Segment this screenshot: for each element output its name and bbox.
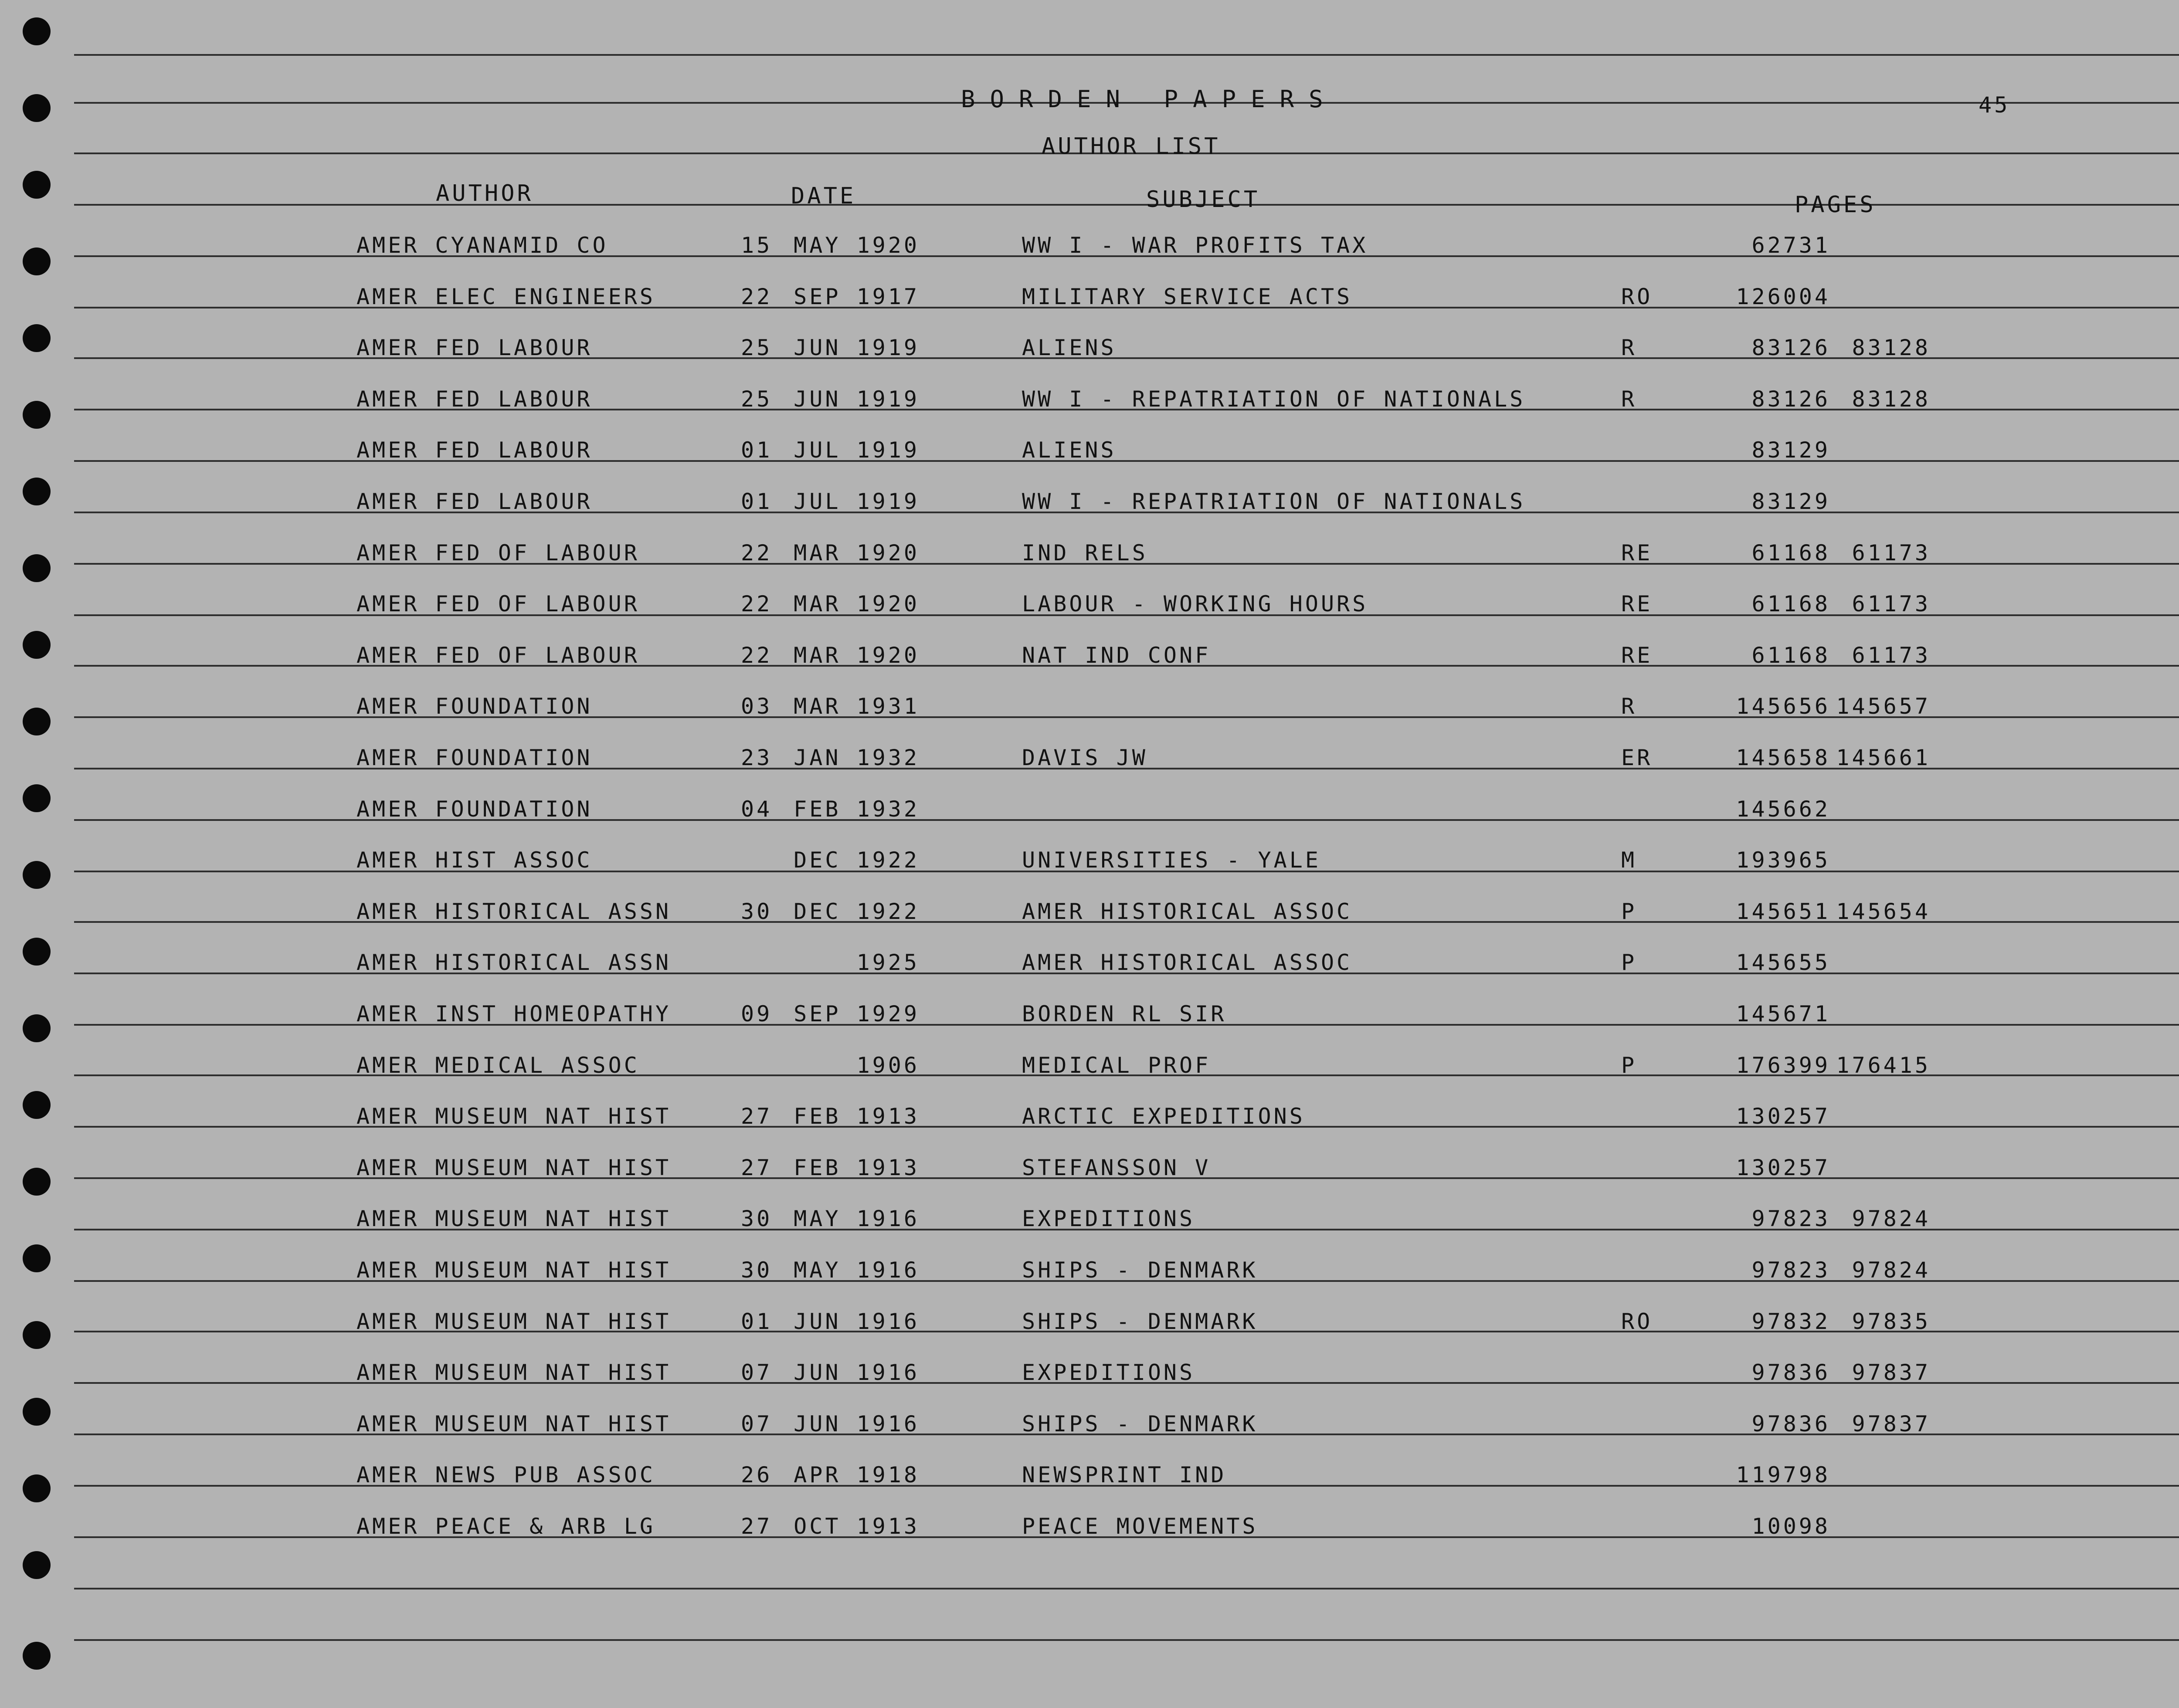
author-cell: AMER ELEC ENGINEERS (356, 284, 655, 309)
author-cell: AMER MUSEUM NAT HIST (356, 1257, 672, 1283)
page-start-cell: 83126 (1751, 335, 1830, 360)
page-start-cell: 130257 (1736, 1104, 1830, 1129)
author-cell: AMER HISTORICAL ASSN (356, 950, 672, 975)
subject-cell: NAT IND CONF (1022, 643, 1211, 668)
author-cell: AMER FED LABOUR (356, 335, 593, 360)
table-row (0, 643, 2179, 669)
code-cell: M (1621, 847, 1637, 873)
day-cell: 27 (741, 1104, 773, 1129)
subject-cell: UNIVERSITIES - YALE (1022, 847, 1321, 873)
day-cell: 04 (741, 796, 773, 822)
table-row (0, 591, 2179, 617)
table-row (0, 847, 2179, 874)
table-row (0, 1053, 2179, 1079)
month-year-cell: MAR 1931 (794, 694, 920, 719)
month-year-cell: JUN 1919 (794, 386, 920, 412)
day-cell: 22 (741, 643, 773, 668)
feed-hole (23, 1551, 51, 1579)
page-start-cell: 97836 (1751, 1360, 1830, 1385)
day-cell: 25 (741, 386, 773, 412)
day-cell: 30 (741, 899, 773, 924)
day-cell: 01 (741, 489, 773, 514)
day-cell: 22 (741, 591, 773, 617)
author-cell: AMER FED OF LABOUR (356, 643, 640, 668)
month-year-cell: APR 1918 (794, 1462, 920, 1488)
table-row (0, 540, 2179, 566)
page-end-cell: 61173 (1852, 591, 1931, 617)
code-cell: R (1621, 386, 1637, 412)
code-cell: RE (1621, 643, 1653, 668)
document-title: BORDEN PAPERS (961, 85, 1338, 113)
code-cell: R (1621, 694, 1637, 719)
author-cell: AMER MUSEUM NAT HIST (356, 1411, 672, 1437)
code-cell: RE (1621, 591, 1653, 617)
subject-cell: ARCTIC EXPEDITIONS (1022, 1104, 1305, 1129)
page-start-cell: 130257 (1736, 1155, 1830, 1180)
table-row (0, 1155, 2179, 1181)
table-row (0, 489, 2179, 515)
subject-cell: ALIENS (1022, 437, 1117, 463)
month-year-cell: 1906 (856, 1053, 920, 1078)
list-subtitle: AUTHOR LIST (1042, 133, 1221, 159)
page-end-cell: 145657 (1836, 694, 1931, 719)
table-row (0, 437, 2179, 464)
code-cell: R (1621, 335, 1637, 360)
page-end-cell: 145654 (1836, 899, 1931, 924)
subject-cell: ALIENS (1022, 335, 1117, 360)
author-cell: AMER FOUNDATION (356, 745, 593, 770)
author-cell: AMER FOUNDATION (356, 694, 593, 719)
page-number: 45 (1979, 92, 2010, 118)
day-cell: 09 (741, 1001, 773, 1027)
month-year-cell: SEP 1929 (794, 1001, 920, 1027)
table-row (0, 694, 2179, 720)
month-year-cell: FEB 1913 (794, 1155, 920, 1180)
month-year-cell: OCT 1913 (794, 1514, 920, 1539)
subject-cell: STEFANSSON V (1022, 1155, 1211, 1180)
page-start-cell: 61168 (1751, 540, 1830, 566)
page-start-cell: 145651 (1736, 899, 1830, 924)
page-start-cell: 126004 (1736, 284, 1830, 309)
table-row (0, 1462, 2179, 1488)
month-year-cell: MAR 1920 (794, 643, 920, 668)
month-year-cell: MAY 1916 (794, 1206, 920, 1231)
page-end-cell: 97835 (1852, 1309, 1931, 1334)
table-row (0, 284, 2179, 310)
month-year-cell: JAN 1932 (794, 745, 920, 770)
author-cell: AMER CYANAMID CO (356, 233, 608, 258)
table-row (0, 1001, 2179, 1027)
page-start-cell: 61168 (1751, 643, 1830, 668)
author-cell: AMER FED LABOUR (356, 489, 593, 514)
page-start-cell: 145658 (1736, 745, 1830, 770)
page-end-cell: 61173 (1852, 643, 1931, 668)
page-start-cell: 83126 (1751, 386, 1830, 412)
subject-cell: EXPEDITIONS (1022, 1206, 1195, 1231)
author-cell: AMER FED LABOUR (356, 386, 593, 412)
code-cell: RE (1621, 540, 1653, 566)
table-row (0, 386, 2179, 413)
author-cell: AMER FED OF LABOUR (356, 540, 640, 566)
subject-cell: EXPEDITIONS (1022, 1360, 1195, 1385)
day-cell: 30 (741, 1206, 773, 1231)
table-row (0, 1309, 2179, 1335)
month-year-cell: MAR 1920 (794, 540, 920, 566)
month-year-cell: MAR 1920 (794, 591, 920, 617)
code-cell: ER (1621, 745, 1653, 770)
column-header-date: DATE (791, 183, 856, 209)
table-row (0, 1360, 2179, 1386)
day-cell: 07 (741, 1411, 773, 1437)
subject-cell: WW I - REPATRIATION OF NATIONALS (1022, 489, 1526, 514)
subject-cell: AMER HISTORICAL ASSOC (1022, 950, 1353, 975)
page-end-cell: 97837 (1852, 1360, 1931, 1385)
page-start-cell: 145671 (1736, 1001, 1830, 1027)
subject-cell: LABOUR - WORKING HOURS (1022, 591, 1368, 617)
month-year-cell: JUN 1916 (794, 1360, 920, 1385)
subject-cell: WW I - WAR PROFITS TAX (1022, 233, 1368, 258)
month-year-cell: JUN 1916 (794, 1411, 920, 1437)
month-year-cell: FEB 1913 (794, 1104, 920, 1129)
rule-line (74, 1588, 2179, 1589)
page-end-cell: 83128 (1852, 386, 1931, 412)
month-year-cell: SEP 1917 (794, 284, 920, 309)
page-end-cell: 97837 (1852, 1411, 1931, 1437)
month-year-cell: JUN 1919 (794, 335, 920, 360)
feed-hole (23, 1642, 51, 1670)
author-cell: AMER FOUNDATION (356, 796, 593, 822)
day-cell: 03 (741, 694, 773, 719)
subject-cell: AMER HISTORICAL ASSOC (1022, 899, 1353, 924)
code-cell: P (1621, 950, 1637, 975)
subject-cell: PEACE MOVEMENTS (1022, 1514, 1258, 1539)
page-start-cell: 97823 (1751, 1257, 1830, 1283)
code-cell: RO (1621, 284, 1653, 309)
month-year-cell: DEC 1922 (794, 899, 920, 924)
author-cell: AMER HISTORICAL ASSN (356, 899, 672, 924)
author-cell: AMER INST HOMEOPATHY (356, 1001, 672, 1027)
page-start-cell: 97836 (1751, 1411, 1830, 1437)
page-start-cell: 83129 (1751, 489, 1830, 514)
page-end-cell: 145661 (1836, 745, 1931, 770)
day-cell: 30 (741, 1257, 773, 1283)
day-cell: 27 (741, 1155, 773, 1180)
page-end-cell: 97824 (1852, 1257, 1931, 1283)
month-year-cell: JUL 1919 (794, 437, 920, 463)
author-cell: AMER NEWS PUB ASSOC (356, 1462, 655, 1488)
subject-cell: MILITARY SERVICE ACTS (1022, 284, 1353, 309)
month-year-cell: 1925 (856, 950, 920, 975)
day-cell: 22 (741, 284, 773, 309)
subject-cell: NEWSPRINT IND (1022, 1462, 1227, 1488)
table-row (0, 335, 2179, 361)
page-start-cell: 145656 (1736, 694, 1830, 719)
month-year-cell: MAY 1920 (794, 233, 920, 258)
rule-line (74, 1639, 2179, 1641)
author-cell: AMER PEACE & ARB LG (356, 1514, 655, 1539)
table-row (0, 950, 2179, 976)
page-end-cell: 97824 (1852, 1206, 1931, 1231)
subject-cell: SHIPS - DENMARK (1022, 1257, 1258, 1283)
page-start-cell: 97823 (1751, 1206, 1830, 1231)
table-row (0, 1514, 2179, 1540)
table-row (0, 1257, 2179, 1284)
day-cell: 27 (741, 1514, 773, 1539)
column-header-subject: SUBJECT (1146, 186, 1260, 213)
code-cell: RO (1621, 1309, 1653, 1334)
day-cell: 26 (741, 1462, 773, 1488)
table-row (0, 1206, 2179, 1232)
month-year-cell: JUN 1916 (794, 1309, 920, 1334)
feed-hole (23, 17, 51, 45)
table-row (0, 796, 2179, 823)
author-cell: AMER MUSEUM NAT HIST (356, 1155, 672, 1180)
page-start-cell: 10098 (1751, 1514, 1830, 1539)
page-end-cell: 61173 (1852, 540, 1931, 566)
table-row (0, 1411, 2179, 1437)
table-row (0, 233, 2179, 259)
page-start-cell: 193965 (1736, 847, 1830, 873)
column-header-pages: PAGES (1795, 192, 1876, 218)
table-row (0, 745, 2179, 771)
feed-hole (23, 94, 51, 122)
table-row (0, 899, 2179, 925)
day-cell: 23 (741, 745, 773, 770)
day-cell: 01 (741, 1309, 773, 1334)
day-cell: 07 (741, 1360, 773, 1385)
day-cell: 15 (741, 233, 773, 258)
code-cell: P (1621, 899, 1637, 924)
page-start-cell: 97832 (1751, 1309, 1830, 1334)
code-cell: P (1621, 1053, 1637, 1078)
page-start-cell: 83129 (1751, 437, 1830, 463)
page-start-cell: 62731 (1751, 233, 1830, 258)
page-start-cell: 119798 (1736, 1462, 1830, 1488)
subject-cell: IND RELS (1022, 540, 1148, 566)
author-cell: AMER MUSEUM NAT HIST (356, 1206, 672, 1231)
author-cell: AMER MEDICAL ASSOC (356, 1053, 640, 1078)
page-end-cell: 176415 (1836, 1053, 1931, 1078)
day-cell: 01 (741, 437, 773, 463)
subject-cell: SHIPS - DENMARK (1022, 1309, 1258, 1334)
month-year-cell: MAY 1916 (794, 1257, 920, 1283)
subject-cell: BORDEN RL SIR (1022, 1001, 1227, 1027)
author-cell: AMER FED OF LABOUR (356, 591, 640, 617)
author-cell: AMER FED LABOUR (356, 437, 593, 463)
subject-cell: SHIPS - DENMARK (1022, 1411, 1258, 1437)
page-end-cell: 83128 (1852, 335, 1931, 360)
author-cell: AMER HIST ASSOC (356, 847, 593, 873)
month-year-cell: FEB 1932 (794, 796, 920, 822)
page-start-cell: 61168 (1751, 591, 1830, 617)
month-year-cell: DEC 1922 (794, 847, 920, 873)
author-cell: AMER MUSEUM NAT HIST (356, 1360, 672, 1385)
column-header-author: AUTHOR (436, 180, 533, 207)
page-start-cell: 145655 (1736, 950, 1830, 975)
table-row (0, 1104, 2179, 1130)
page-start-cell: 176399 (1736, 1053, 1830, 1078)
author-cell: AMER MUSEUM NAT HIST (356, 1104, 672, 1129)
feed-hole (23, 171, 51, 199)
day-cell: 22 (741, 540, 773, 566)
month-year-cell: JUL 1919 (794, 489, 920, 514)
author-cell: AMER MUSEUM NAT HIST (356, 1309, 672, 1334)
day-cell: 25 (741, 335, 773, 360)
subject-cell: WW I - REPATRIATION OF NATIONALS (1022, 386, 1526, 412)
subject-cell: MEDICAL PROF (1022, 1053, 1211, 1078)
page-start-cell: 145662 (1736, 796, 1830, 822)
rule-line (74, 54, 2179, 56)
subject-cell: DAVIS JW (1022, 745, 1148, 770)
